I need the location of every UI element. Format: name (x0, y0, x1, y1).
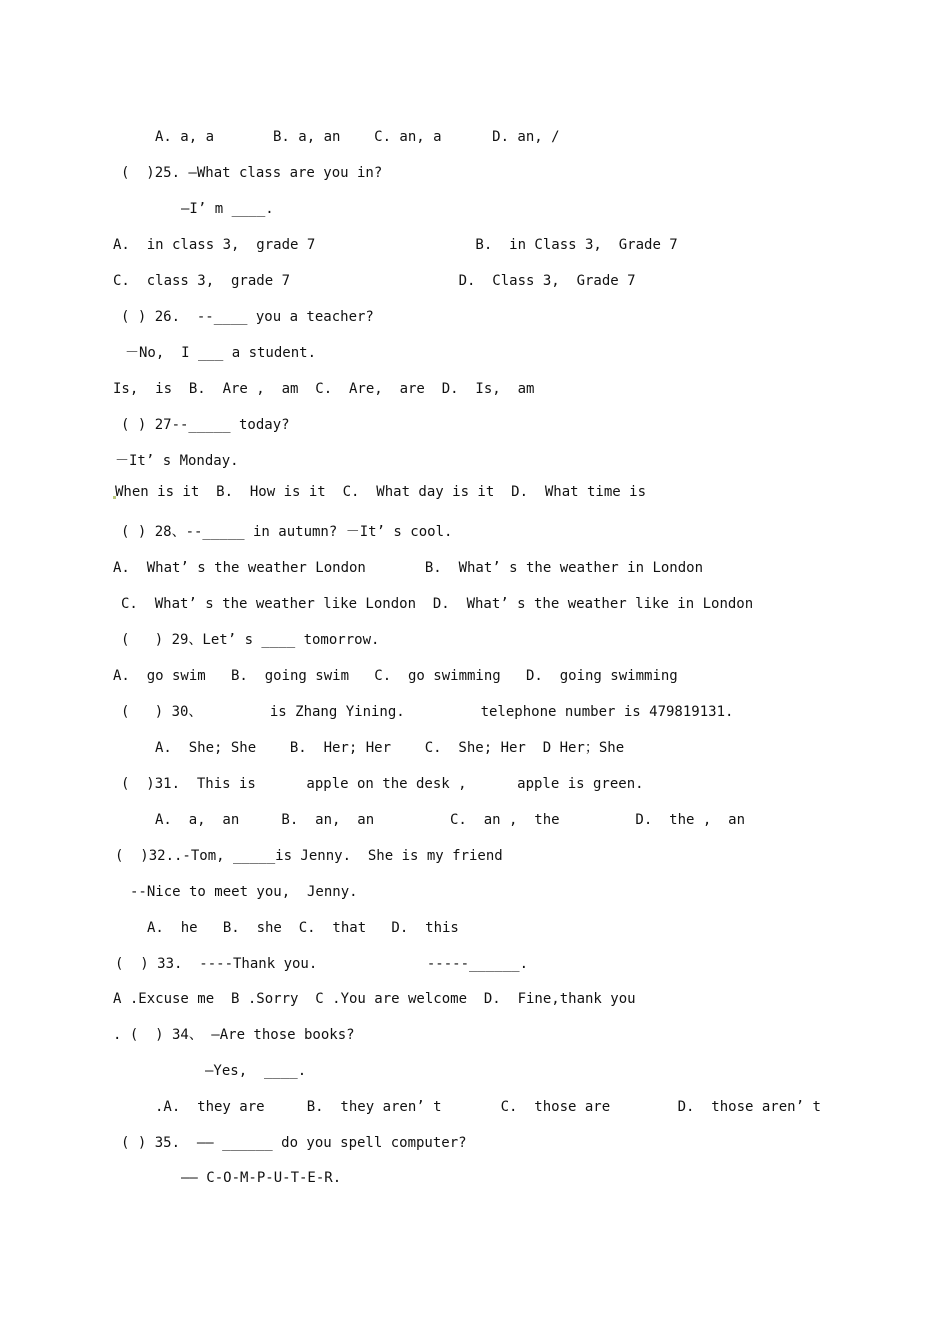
q34-answer-line: —Yes, ____. (205, 1063, 307, 1079)
q25-answer-line: —I’ m ____. (181, 201, 274, 217)
q31-question: ( )31. This is apple on the desk , apple is green. (121, 776, 644, 792)
q32-question: ( )32..-Tom, _____is Jenny. She is my friend (115, 848, 503, 864)
q28-options-ab: A. What’ s the weather London B. What’ s the weather in London (113, 560, 704, 576)
q35-answer-line: —— C-O-M-P-U-T-E-R. (181, 1170, 342, 1186)
q30-options: A. She; She B. Her; Her C. She; Her D Her；She (155, 740, 625, 756)
q26-options: Is, is B. Are , am C. Are, are D. Is, am (113, 381, 535, 397)
q27-options: When is it B. How is it C. What day is it D. What time is (115, 484, 647, 500)
q24-options: A. a, a B. a, an C. an, a D. an, / (155, 129, 560, 145)
q33-question: ( ) 33. ----Thank you. -----______. (115, 956, 529, 972)
q35-question: ( ) 35. —— ______ do you spell computer? (121, 1135, 467, 1151)
q34-question: . ( ) 34、 —Are those books? (113, 1027, 355, 1043)
q29-options: A. go swim B. going swim C. go swimming D. going swimming (113, 668, 678, 684)
q28-options-cd: C. What’ s the weather like London D. What’ s the weather like in London (121, 596, 754, 612)
q25-options-ab: A. in class 3, grade 7 B. in Class 3, Grade 7 (113, 237, 678, 253)
q29-question: ( ) 29、Let’ s ____ tomorrow. (121, 632, 380, 648)
q32-options: A. he B. she C. that D. this (147, 920, 459, 936)
q27-answer-line: －It’ s Monday. (115, 453, 239, 469)
q30-question: ( ) 30、 is Zhang Yining. telephone number is 479819131. (121, 704, 734, 720)
q26-answer-line: －No, I ___ a student. (125, 345, 317, 361)
q25-options-cd: C. class 3, grade 7 D. Class 3, Grade 7 (113, 273, 636, 289)
q28-question: ( ) 28、--_____ in autumn? －It’ s cool. (121, 524, 453, 540)
q27-question: ( ) 27--_____ today? (121, 417, 290, 433)
q25-question: ( )25. —What class are you in? (121, 165, 383, 181)
q26-question: ( ) 26. --____ you a teacher? (121, 309, 374, 325)
q34-options: .A. they are B. they aren’ t C. those are D. those aren’ t (155, 1099, 821, 1115)
q32-response-line: --Nice to meet you, Jenny. (130, 884, 358, 900)
q31-options: A. a, an B. an, an C. an , the D. the , an (155, 812, 746, 828)
q33-options: A .Excuse me B .Sorry C .You are welcome D. Fine,thank you (113, 991, 636, 1007)
